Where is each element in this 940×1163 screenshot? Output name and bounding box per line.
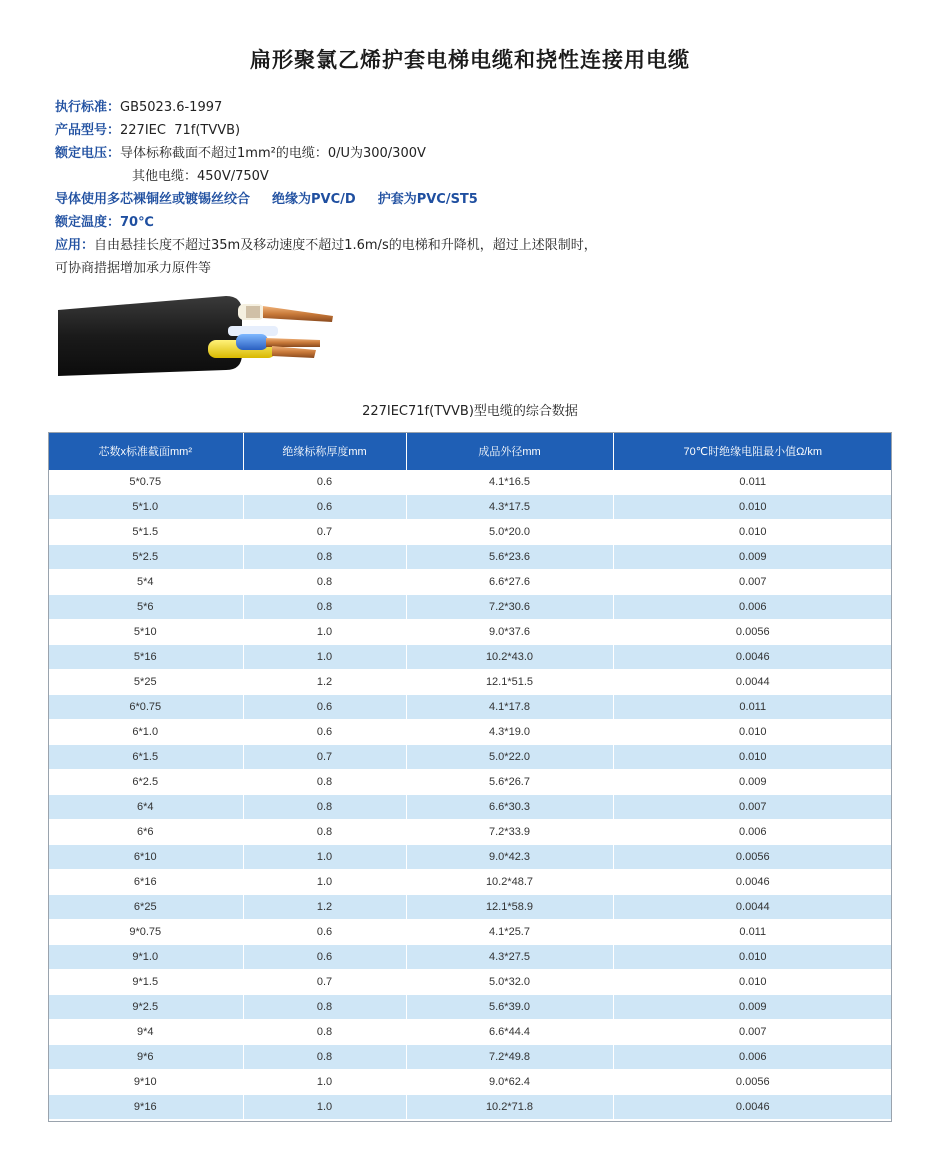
cell-outer-diameter: 6.6*27.6 <box>406 570 613 595</box>
cell-insulation-resistance: 0.009 <box>613 770 892 795</box>
table-row <box>48 1070 892 1095</box>
cell-cores-section: 6*2.5 <box>48 770 243 795</box>
cell-outer-diameter: 5.6*23.6 <box>406 545 613 570</box>
cell-cores-section: 9*6 <box>48 1045 243 1070</box>
cell-insulation-thickness: 0.7 <box>243 520 406 545</box>
cell-cores-section: 9*1.0 <box>48 945 243 970</box>
spec-model <box>55 119 895 142</box>
cell-cores-section: 9*10 <box>48 1070 243 1095</box>
cell-insulation-resistance: 0.0056 <box>613 1070 892 1095</box>
cell-outer-diameter: 4.3*17.5 <box>406 495 613 520</box>
material-conductor: 导体使用多芯裸铜丝或镀锡丝绞合 <box>55 192 251 207</box>
cell-insulation-thickness: 0.8 <box>243 1020 406 1045</box>
cell-outer-diameter: 12.1*51.5 <box>406 670 613 695</box>
cell-cores-section: 9*4 <box>48 1020 243 1045</box>
cell-outer-diameter: 12.1*58.9 <box>406 895 613 920</box>
spec-block <box>55 96 895 280</box>
cell-insulation-resistance: 0.0056 <box>613 620 892 645</box>
cell-cores-section: 6*6 <box>48 820 243 845</box>
cell-cores-section: 5*4 <box>48 570 243 595</box>
cell-cores-section: 6*25 <box>48 895 243 920</box>
cell-outer-diameter: 9.0*62.4 <box>406 1070 613 1095</box>
cell-outer-diameter: 9.0*37.6 <box>406 620 613 645</box>
cell-insulation-resistance: 0.010 <box>613 720 892 745</box>
voltage-value-1: 导体标称截面不超过1mm²的电缆：0/U为300/300V <box>120 146 426 161</box>
spec-standard <box>55 96 895 119</box>
cell-outer-diameter: 7.2*30.6 <box>406 595 613 620</box>
page-title: 扁形聚氯乙烯护套电梯电缆和挠性连接用电缆 <box>250 48 690 72</box>
cell-insulation-resistance: 0.007 <box>613 1020 892 1045</box>
cell-cores-section: 5*25 <box>48 670 243 695</box>
table-row <box>48 720 892 745</box>
spec-voltage-2 <box>55 165 895 188</box>
cell-insulation-thickness: 1.0 <box>243 645 406 670</box>
cell-insulation-thickness: 0.7 <box>243 745 406 770</box>
cell-insulation-thickness: 1.0 <box>243 845 406 870</box>
table-caption: 227IEC71f(TVVB)型电缆的综合数据 <box>362 404 578 419</box>
cell-outer-diameter: 4.3*19.0 <box>406 720 613 745</box>
table-row <box>48 1045 892 1070</box>
table-row <box>48 495 892 520</box>
cell-cores-section: 5*1.5 <box>48 520 243 545</box>
cell-insulation-resistance: 0.0044 <box>613 895 892 920</box>
cell-cores-section: 9*1.5 <box>48 970 243 995</box>
cell-insulation-thickness: 0.6 <box>243 945 406 970</box>
cell-cores-section: 6*1.0 <box>48 720 243 745</box>
cell-insulation-resistance: 0.010 <box>613 945 892 970</box>
header-insulation-resistance: 70℃时绝缘电阻最小值Ω/km <box>613 432 892 470</box>
cell-insulation-thickness: 1.0 <box>243 1070 406 1095</box>
table-row <box>48 945 892 970</box>
spec-temperature <box>55 211 895 234</box>
cell-outer-diameter: 4.1*25.7 <box>406 920 613 945</box>
cell-insulation-thickness: 0.8 <box>243 770 406 795</box>
cell-cores-section: 5*10 <box>48 620 243 645</box>
table-row <box>48 570 892 595</box>
cell-insulation-resistance: 0.007 <box>613 795 892 820</box>
standard-label: 执行标准： <box>55 100 121 115</box>
cell-outer-diameter: 4.1*16.5 <box>406 470 613 495</box>
cell-insulation-thickness: 0.6 <box>243 495 406 520</box>
cell-insulation-thickness: 1.2 <box>243 670 406 695</box>
cell-insulation-thickness: 0.6 <box>243 720 406 745</box>
cell-insulation-resistance: 0.0044 <box>613 670 892 695</box>
cell-insulation-resistance: 0.0056 <box>613 845 892 870</box>
cell-insulation-thickness: 1.2 <box>243 895 406 920</box>
cell-insulation-thickness: 1.0 <box>243 620 406 645</box>
voltage-label: 额定电压： <box>55 146 121 161</box>
cell-outer-diameter: 5.6*39.0 <box>406 995 613 1020</box>
temp-label: 额定温度： <box>55 215 121 230</box>
cell-cores-section: 9*2.5 <box>48 995 243 1020</box>
standard-value: GB5023.6-1997 <box>120 100 223 115</box>
cell-cores-section: 5*0.75 <box>48 470 243 495</box>
cell-outer-diameter: 5.6*26.7 <box>406 770 613 795</box>
cell-cores-section: 5*6 <box>48 595 243 620</box>
table-row <box>48 1095 892 1120</box>
cell-cores-section: 5*16 <box>48 645 243 670</box>
spec-application-2 <box>55 257 895 280</box>
cell-insulation-resistance: 0.0046 <box>613 1095 892 1120</box>
app-value-1: 自由悬挂长度不超过35m及移动速度不超过1.6m/s的电梯和升降机，超过上述限制时， <box>94 238 597 253</box>
table-row <box>48 520 892 545</box>
cell-insulation-resistance: 0.006 <box>613 595 892 620</box>
cell-insulation-thickness: 0.8 <box>243 820 406 845</box>
table-row <box>48 695 892 720</box>
cell-insulation-resistance: 0.011 <box>613 695 892 720</box>
cell-insulation-resistance: 0.006 <box>613 820 892 845</box>
cell-insulation-thickness: 0.8 <box>243 570 406 595</box>
table-row <box>48 645 892 670</box>
model-value: 227IEC 71f(TVVB) <box>120 123 241 138</box>
cell-outer-diameter: 5.0*20.0 <box>406 520 613 545</box>
header-cores-section: 芯数x标准截面mm² <box>48 432 243 470</box>
cell-insulation-resistance: 0.007 <box>613 570 892 595</box>
cell-insulation-thickness: 0.8 <box>243 545 406 570</box>
table-row <box>48 595 892 620</box>
cell-cores-section: 6*16 <box>48 870 243 895</box>
app-label: 应用： <box>55 238 95 253</box>
cell-insulation-resistance: 0.009 <box>613 995 892 1020</box>
app-value-2: 可协商措据增加承力原件等 <box>55 261 212 276</box>
table-row <box>48 920 892 945</box>
cell-insulation-resistance: 0.010 <box>613 745 892 770</box>
cell-insulation-thickness: 0.6 <box>243 920 406 945</box>
cell-outer-diameter: 6.6*44.4 <box>406 1020 613 1045</box>
cell-insulation-thickness: 0.8 <box>243 795 406 820</box>
table-row <box>48 620 892 645</box>
cell-outer-diameter: 10.2*71.8 <box>406 1095 613 1120</box>
material-insulation: 绝缘为PVC/D <box>272 192 356 207</box>
spec-voltage <box>55 142 895 165</box>
voltage-value-2: 其他电缆：450V/750V <box>132 169 269 184</box>
table-row <box>48 995 892 1020</box>
cell-outer-diameter: 4.3*27.5 <box>406 945 613 970</box>
table-row <box>48 545 892 570</box>
header-insulation-thickness: 绝缘标称厚度mm <box>243 432 406 470</box>
cell-insulation-thickness: 0.6 <box>243 695 406 720</box>
cell-cores-section: 6*0.75 <box>48 695 243 720</box>
cell-insulation-thickness: 0.6 <box>243 470 406 495</box>
table-row <box>48 795 892 820</box>
cell-cores-section: 9*16 <box>48 1095 243 1120</box>
table-row <box>48 770 892 795</box>
cell-outer-diameter: 7.2*49.8 <box>406 1045 613 1070</box>
cell-insulation-resistance: 0.011 <box>613 470 892 495</box>
table-row <box>48 670 892 695</box>
cell-insulation-thickness: 1.0 <box>243 870 406 895</box>
cell-outer-diameter: 10.2*48.7 <box>406 870 613 895</box>
cell-outer-diameter: 6.6*30.3 <box>406 795 613 820</box>
table-row <box>48 820 892 845</box>
material-sheath: 护套为PVC/ST5 <box>377 192 478 207</box>
cell-cores-section: 5*1.0 <box>48 495 243 520</box>
cell-insulation-resistance: 0.011 <box>613 920 892 945</box>
table-row <box>48 970 892 995</box>
spec-material <box>55 188 895 211</box>
cell-insulation-resistance: 0.010 <box>613 520 892 545</box>
cell-cores-section: 6*1.5 <box>48 745 243 770</box>
cell-insulation-thickness: 0.8 <box>243 595 406 620</box>
cell-outer-diameter: 4.1*17.8 <box>406 695 613 720</box>
cell-insulation-resistance: 0.0046 <box>613 645 892 670</box>
cell-insulation-thickness: 0.7 <box>243 970 406 995</box>
table-row <box>48 745 892 770</box>
cell-insulation-resistance: 0.0046 <box>613 870 892 895</box>
cell-insulation-thickness: 0.8 <box>243 995 406 1020</box>
cell-outer-diameter: 9.0*42.3 <box>406 845 613 870</box>
cell-insulation-resistance: 0.010 <box>613 970 892 995</box>
cell-cores-section: 6*10 <box>48 845 243 870</box>
cell-insulation-resistance: 0.009 <box>613 545 892 570</box>
table-row <box>48 1020 892 1045</box>
spec-application <box>55 234 895 257</box>
header-outer-diameter: 成品外径mm <box>406 432 613 470</box>
cell-cores-section: 6*4 <box>48 795 243 820</box>
cable-image <box>58 292 348 382</box>
cell-outer-diameter: 10.2*43.0 <box>406 645 613 670</box>
cell-outer-diameter: 5.0*22.0 <box>406 745 613 770</box>
cell-insulation-resistance: 0.006 <box>613 1045 892 1070</box>
cell-insulation-thickness: 1.0 <box>243 1095 406 1120</box>
cell-insulation-resistance: 0.010 <box>613 495 892 520</box>
table-row <box>48 845 892 870</box>
cell-cores-section: 5*2.5 <box>48 545 243 570</box>
temp-value: 70℃ <box>120 215 154 230</box>
cell-outer-diameter: 7.2*33.9 <box>406 820 613 845</box>
model-label: 产品型号： <box>55 123 121 138</box>
cell-outer-diameter: 5.0*32.0 <box>406 970 613 995</box>
cell-insulation-thickness: 0.8 <box>243 1045 406 1070</box>
data-table <box>48 432 892 1120</box>
table-row <box>48 870 892 895</box>
table-header-row <box>48 432 892 470</box>
cell-cores-section: 9*0.75 <box>48 920 243 945</box>
table-row <box>48 470 892 495</box>
table-row <box>48 895 892 920</box>
